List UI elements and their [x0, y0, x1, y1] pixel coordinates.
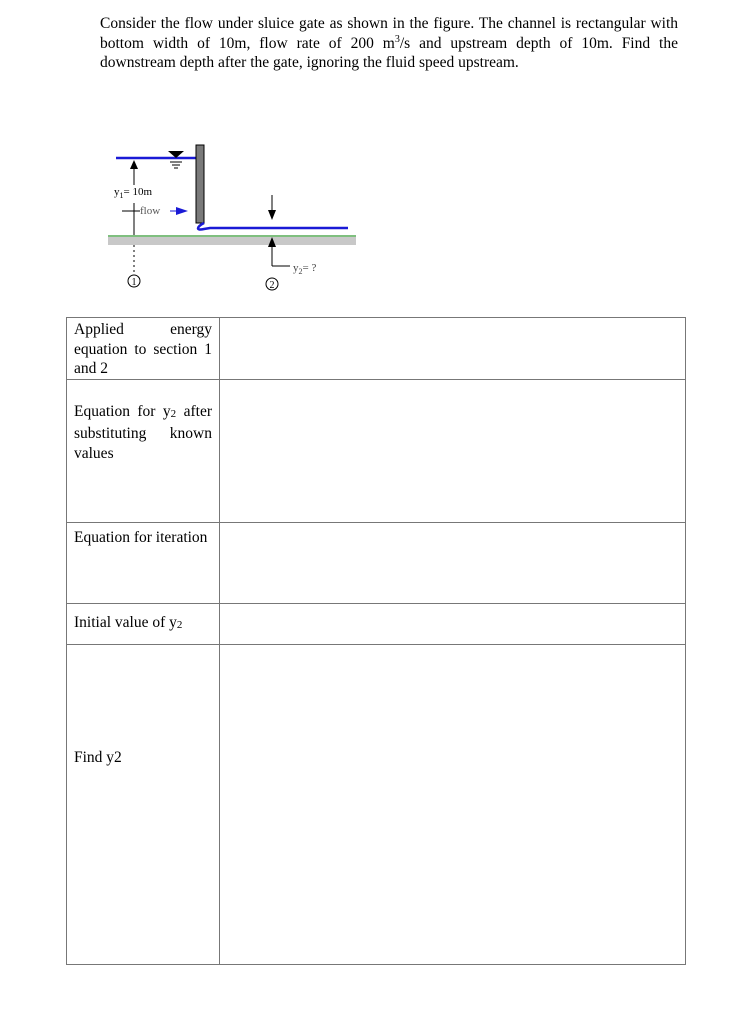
section2-marker: 2 — [269, 280, 275, 291]
channel-bed — [108, 236, 356, 245]
y1-arrowhead-up — [130, 160, 138, 169]
row-equation-y2 — [67, 379, 686, 522]
label-equation-y2-main: Equation for y — [74, 402, 171, 420]
worksheet-table — [66, 317, 686, 965]
y2-label — [293, 262, 316, 278]
flow-label: flow — [140, 205, 161, 217]
y1-subscript: 1 — [119, 191, 124, 201]
sluice-gate — [196, 145, 204, 223]
row-initial-value — [67, 603, 686, 644]
problem-superscript: 3 — [394, 33, 400, 45]
y1-value: = 10m — [123, 186, 153, 198]
label-find-y2: Find y2 — [67, 644, 220, 964]
answer-initial-value[interactable] — [220, 603, 686, 644]
label-equation-y2-rest: after substituting known values — [74, 402, 212, 462]
row-iteration — [67, 522, 686, 603]
flow-arrowhead — [176, 207, 188, 215]
answer-equation-y2[interactable] — [220, 379, 686, 522]
downstream-water-surface — [198, 223, 348, 230]
section1-marker: 1 — [131, 277, 137, 288]
y2-arrowhead-down — [268, 210, 276, 220]
answer-find-y2[interactable] — [220, 644, 686, 964]
label-iteration: Equation for iteration — [67, 522, 220, 603]
row-energy-equation — [67, 318, 686, 380]
answer-iteration[interactable] — [220, 522, 686, 603]
row-find-y2 — [67, 644, 686, 964]
label-equation-y2 — [67, 379, 220, 522]
y2-symbol: y — [293, 262, 299, 274]
y2-value: = ? — [302, 262, 317, 274]
sluice-gate-figure — [100, 135, 370, 300]
sluice-gate-diagram — [100, 135, 370, 300]
y2-subscript: 2 — [298, 267, 303, 277]
label-equation-y2-sub: 2 — [170, 407, 177, 420]
y1-label — [114, 186, 152, 202]
y1-symbol: y — [114, 186, 120, 198]
label-initial-value-sub: 2 — [176, 619, 183, 632]
label-energy-equation: Applied energy equation to section 1 and 2 — [67, 318, 220, 380]
label-initial-value — [67, 603, 220, 644]
answer-energy-equation[interactable] — [220, 318, 686, 380]
problem-text-part1: Consider the flow under sluice gate as shown in the figure. The channel is rectangular with bottom width of 10m, flow rate of 200 m — [100, 15, 678, 52]
problem-text-part2: /s and upstream depth of 10m. Find the downstream depth after the gate, ignoring the fluid speed upstream. — [100, 34, 678, 71]
label-initial-value-main: Initial value of y — [74, 614, 177, 632]
problem-statement — [100, 14, 678, 73]
